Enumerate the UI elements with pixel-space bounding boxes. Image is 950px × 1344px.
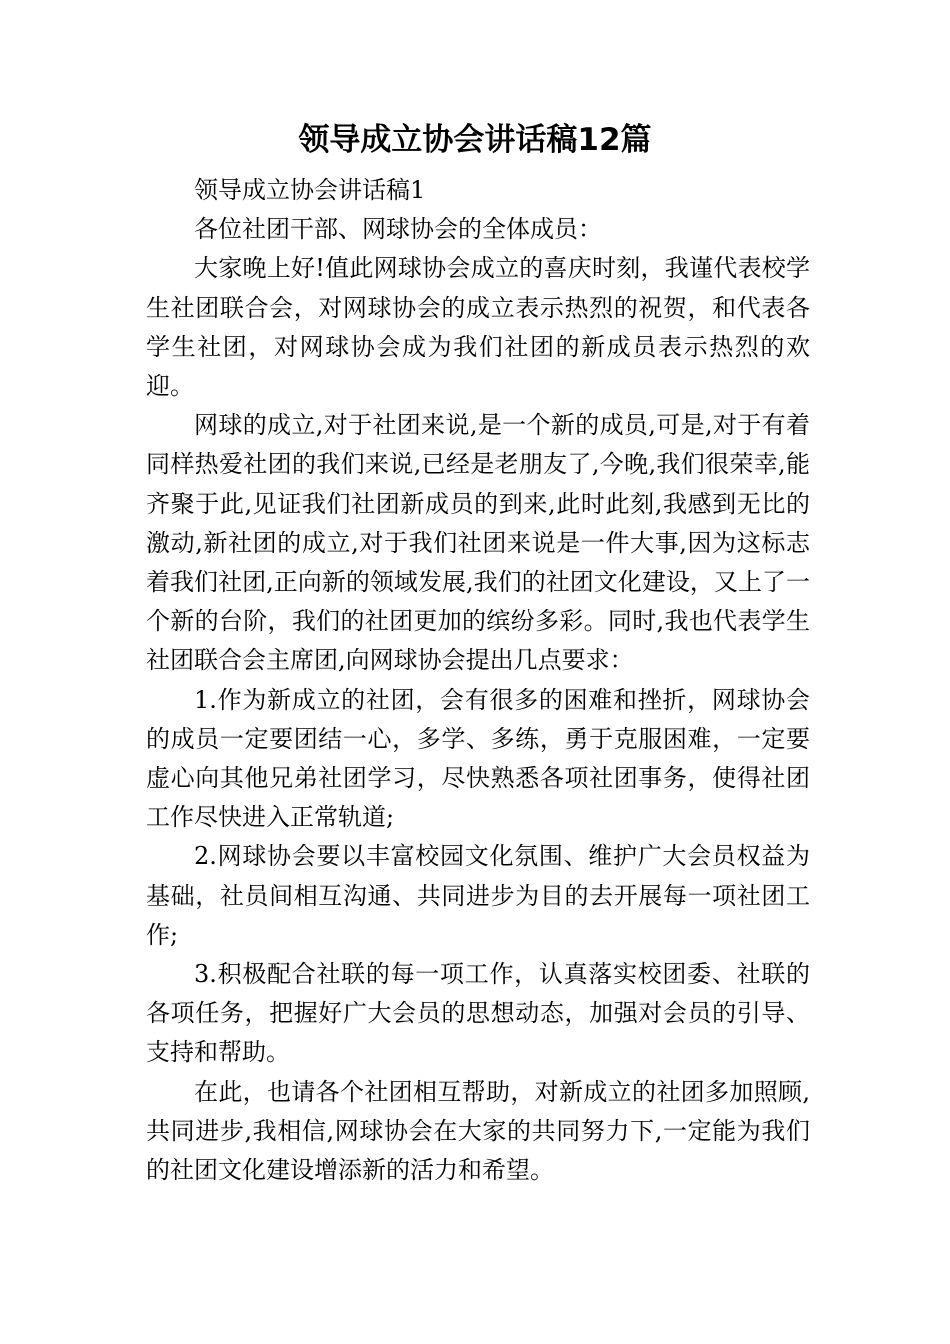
list-item: 1.作为新成立的社团，会有很多的困难和挫折，网球协会的成员一定要团结一心，多学、多练，勇于克服困难，一定要虚心向其他兄弟社团学习，尽快熟悉各项社团事务，使得社团工作尽快进入正常轨道; [146, 685, 810, 832]
salutation: 各位社团干部、网球协会的全体成员： [194, 215, 602, 244]
body-paragraph: 网球的成立,对于社团来说,是一个新的成员,可是,对于有着同样热爱社团的我们来说,已经是老朋友了,今晚,我们很荣幸,能齐聚于此,见证我们社团新成员的到来,此时此刻,我感到无比的激动,新社团的成立,对于我们社团来说是一件大事,因为这标志着我们社团,正向新的领域发展,我们的社团文化建设，又上了一个新的台阶，我们的社团更加的缤纷多彩。同时,我也代表学生社团联合会主席团,向网球协会提出几点要求： [146, 411, 810, 675]
body-paragraph: 在此，也请各个社团相互帮助，对新成立的社团多加照顾,共同进步,我相信,网球协会在大家的共同努力下,一定能为我们的社团文化建设增添新的活力和希望。 [146, 1077, 810, 1185]
document-title: 领导成立协会讲话稿12篇 [298, 122, 652, 158]
list-item: 2.网球协会要以丰富校园文化氛围、维护广大会员权益为基础，社员间相互沟通、共同进步为目的去开展每一项社团工作; [146, 842, 810, 949]
body-paragraph: 大家晚上好!值此网球协会成立的喜庆时刻，我谨代表校学生社团联合会，对网球协会的成立表示热烈的祝贺，和代表各学生社团，对网球协会成为我们社团的新成员表示热烈的欢迎。 [146, 254, 810, 401]
section-heading: 领导成立协会讲话稿1 [194, 176, 426, 204]
document-body [146, 171, 810, 1190]
list-item: 3.积极配合社联的每一项工作，认真落实校团委、社联的各项任务，把握好广大会员的思想动态，加强对会员的引导、支持和帮助。 [146, 960, 810, 1067]
